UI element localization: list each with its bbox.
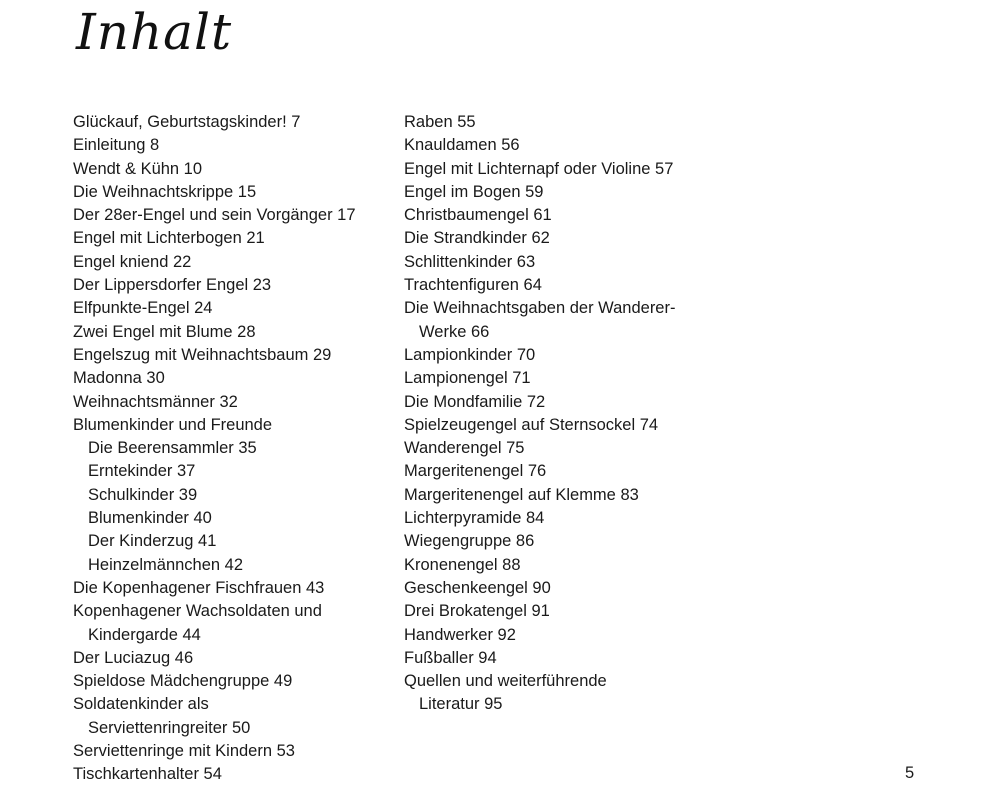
toc-entry-text: Handwerker 92 xyxy=(404,625,516,644)
toc-entry xyxy=(404,484,724,507)
toc-entry xyxy=(404,367,724,390)
toc-entry-text: Blumenkinder und Freunde xyxy=(73,415,273,434)
toc-entry-text: Trachtenfiguren 64 xyxy=(404,276,542,295)
toc-entry xyxy=(73,274,393,297)
toc-entry-text: Der Luciazug 46 xyxy=(73,648,194,667)
toc-entry xyxy=(73,158,393,181)
toc-sub-entry xyxy=(73,437,393,460)
toc-entry-text: Die Beerensammler 35 xyxy=(88,439,257,458)
toc-entry-text: Elfpunkte-Engel 24 xyxy=(73,299,213,318)
toc-entry xyxy=(404,577,724,600)
toc-entry-text: Spielzeugengel auf Sternsockel 74 xyxy=(404,415,659,434)
toc-right-column xyxy=(404,111,724,717)
toc-entry-text: Die Kopenhagener Fischfrauen 43 xyxy=(73,578,325,597)
toc-entry-text: Erntekinder 37 xyxy=(88,462,196,481)
toc-entry xyxy=(404,134,724,157)
toc-entry-text: Serviettenringe mit Kindern 53 xyxy=(73,742,295,761)
toc-entry-text: Margeritenengel 76 xyxy=(404,462,547,481)
toc-entry xyxy=(404,600,724,623)
toc-sub-entry xyxy=(73,554,393,577)
toc-entry-text: Glückauf, Geburtstagskinder! 7 xyxy=(73,113,301,131)
toc-entry xyxy=(73,344,393,367)
toc-entry-text: Raben 55 xyxy=(404,113,476,131)
toc-entry-text: Kronenengel 88 xyxy=(404,555,521,574)
toc-entry xyxy=(404,414,724,437)
toc-entry xyxy=(73,391,393,414)
toc-entry xyxy=(404,624,724,647)
toc-entry-text: Margeritenengel auf Klemme 83 xyxy=(404,485,639,504)
toc-sub-entry xyxy=(73,460,393,483)
toc-entry-continuation: Werke 66 xyxy=(419,322,490,341)
toc-entry-text: Blumenkinder 40 xyxy=(88,509,212,528)
toc-entry xyxy=(73,321,393,344)
toc-entry xyxy=(404,227,724,250)
toc-entry-text: Engel im Bogen 59 xyxy=(404,182,544,201)
toc-entry xyxy=(73,367,393,390)
toc-entry-text: Schlittenkinder 63 xyxy=(404,252,536,271)
toc-entry-continuation: Serviettenringreiter 50 xyxy=(88,718,251,737)
toc-entry xyxy=(73,297,393,320)
toc-entry-text: Madonna 30 xyxy=(73,369,165,388)
toc-entry-text: Fußballer 94 xyxy=(404,648,497,667)
toc-entry-text: Der 28er-Engel und sein Vorgänger 17 xyxy=(73,206,356,225)
toc-entry-text: Kopenhagener Wachsoldaten und xyxy=(73,602,322,621)
page-title: Inhalt xyxy=(76,3,233,61)
toc-left-column xyxy=(73,111,393,787)
toc-entry xyxy=(404,204,724,227)
toc-entry-text: Heinzelmännchen 42 xyxy=(88,555,244,574)
toc-entry xyxy=(73,204,393,227)
toc-entry xyxy=(73,181,393,204)
toc-entry xyxy=(404,181,724,204)
toc-entry xyxy=(404,670,724,717)
toc-entry-continuation: Kindergarde 44 xyxy=(88,625,201,644)
toc-entry xyxy=(404,274,724,297)
page-number: 5 xyxy=(905,764,915,782)
toc-entry-text: Weihnachtsmänner 32 xyxy=(73,392,238,411)
toc-entry xyxy=(73,647,393,670)
toc-entry-text: Drei Brokatengel 91 xyxy=(404,602,550,621)
toc-entry xyxy=(73,111,393,134)
toc-entry-text: Knauldamen 56 xyxy=(404,136,520,155)
toc-entry-text: Die Mondfamilie 72 xyxy=(404,392,546,411)
toc-entry xyxy=(404,158,724,181)
toc-entry xyxy=(73,577,393,600)
toc-entry xyxy=(73,693,393,740)
toc-entry-text: Engelszug mit Weihnachtsbaum 29 xyxy=(73,345,332,364)
toc-entry xyxy=(404,460,724,483)
toc-entry-text: Die Strandkinder 62 xyxy=(404,229,550,248)
toc-entry-text: Die Weihnachtskrippe 15 xyxy=(73,182,257,201)
toc-entry xyxy=(73,600,393,647)
toc-sub-entry xyxy=(73,484,393,507)
toc-entry-text: Lampionkinder 70 xyxy=(404,345,536,364)
toc-entry-text: Engel mit Lichterbogen 21 xyxy=(73,229,265,248)
toc-entry-text: Wanderengel 75 xyxy=(404,439,525,458)
toc-sub-entry xyxy=(73,507,393,530)
toc-entry-text: Die Weihnachtsgaben der Wanderer- xyxy=(404,299,676,318)
toc-entry xyxy=(404,111,724,134)
toc-entry-text: Geschenkeengel 90 xyxy=(404,578,551,597)
toc-entry xyxy=(404,530,724,553)
toc-entry xyxy=(73,251,393,274)
toc-section-heading xyxy=(73,414,393,437)
toc-entry xyxy=(404,437,724,460)
toc-entry-text: Lampionengel 71 xyxy=(404,369,531,388)
toc-entry-text: Christbaumengel 61 xyxy=(404,206,552,225)
toc-entry-text: Engel kniend 22 xyxy=(73,252,192,271)
toc-entry xyxy=(73,763,393,786)
toc-entry xyxy=(404,297,724,344)
toc-entry xyxy=(73,740,393,763)
toc-entry-text: Tischkartenhalter 54 xyxy=(73,765,222,784)
toc-entry-text: Engel mit Lichternapf oder Violine 57 xyxy=(404,159,674,178)
toc-entry xyxy=(404,554,724,577)
toc-entry xyxy=(404,507,724,530)
toc-entry-text: Der Lippersdorfer Engel 23 xyxy=(73,276,272,295)
toc-entry-text: Quellen und weiterführende xyxy=(404,672,607,691)
toc-entry-text: Lichterpyramide 84 xyxy=(404,509,545,528)
toc-entry-text: Soldatenkinder als xyxy=(73,695,209,714)
toc-entry xyxy=(404,251,724,274)
toc-entry-text: Zwei Engel mit Blume 28 xyxy=(73,322,256,341)
toc-entry xyxy=(73,134,393,157)
toc-entry-text: Spieldose Mädchengruppe 49 xyxy=(73,672,293,691)
toc-entry-text: Wendt & Kühn 10 xyxy=(73,159,203,178)
toc-entry-continuation: Literatur 95 xyxy=(419,695,503,714)
toc-entry xyxy=(404,647,724,670)
toc-entry xyxy=(73,670,393,693)
toc-entry-text: Wiegengruppe 86 xyxy=(404,532,535,551)
toc-entry xyxy=(73,227,393,250)
toc-entry-text: Einleitung 8 xyxy=(73,136,160,155)
toc-entry-text: Der Kinderzug 41 xyxy=(88,532,217,551)
toc-entry-text: Schulkinder 39 xyxy=(88,485,198,504)
toc-entry xyxy=(404,391,724,414)
toc-entry xyxy=(404,344,724,367)
toc-sub-entry xyxy=(73,530,393,553)
